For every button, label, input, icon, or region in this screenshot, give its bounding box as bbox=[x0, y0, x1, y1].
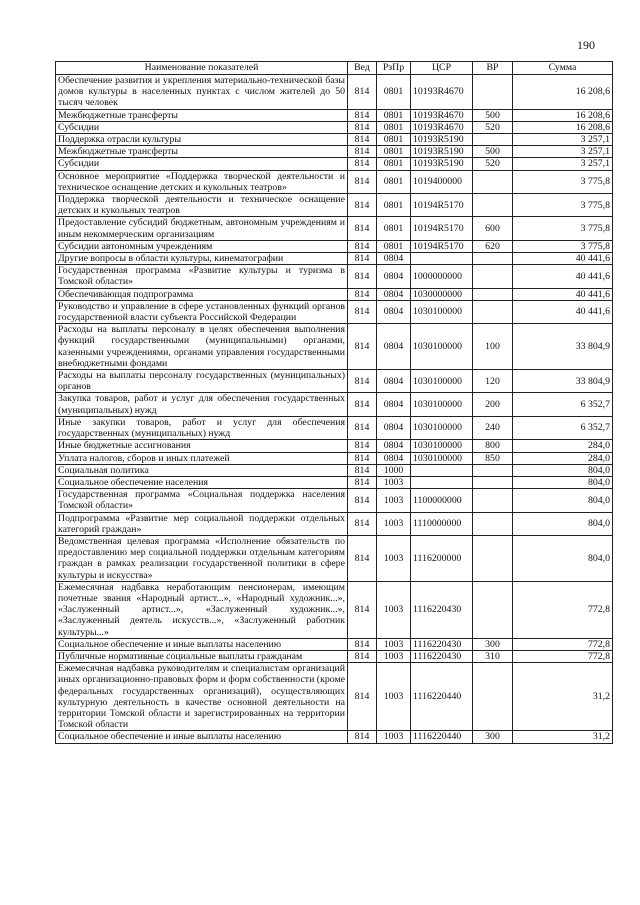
table-row bbox=[56, 240, 613, 252]
cell-csr: 1030100000 bbox=[411, 300, 473, 323]
table-row bbox=[56, 146, 613, 158]
table-row bbox=[56, 476, 613, 488]
cell-csr bbox=[411, 253, 473, 265]
cell-name: Субсидии bbox=[56, 158, 348, 170]
cell-sum: 40 441,6 bbox=[513, 300, 613, 323]
cell-vr bbox=[473, 288, 513, 300]
cell-sum: 3 257,1 bbox=[513, 158, 613, 170]
cell-vr: 500 bbox=[473, 146, 513, 158]
page-number: 190 bbox=[577, 38, 595, 52]
cell-rzpr: 0804 bbox=[377, 288, 411, 300]
cell-rzpr: 1003 bbox=[377, 650, 411, 662]
cell-rzpr: 0804 bbox=[377, 393, 411, 416]
table-row bbox=[56, 393, 613, 416]
cell-vr bbox=[473, 535, 513, 581]
table-row bbox=[56, 638, 613, 650]
cell-vr: 300 bbox=[473, 731, 513, 743]
cell-vr bbox=[473, 512, 513, 535]
cell-ved: 814 bbox=[348, 121, 377, 133]
cell-ved: 814 bbox=[348, 265, 377, 288]
cell-vr bbox=[473, 75, 513, 110]
header-vr: ВР bbox=[473, 62, 513, 75]
cell-sum: 804,0 bbox=[513, 535, 613, 581]
cell-sum: 16 208,6 bbox=[513, 75, 613, 110]
cell-csr: 1116220430 bbox=[411, 581, 473, 638]
cell-csr: 1030100000 bbox=[411, 324, 473, 370]
cell-sum: 284,0 bbox=[513, 452, 613, 464]
cell-sum: 3 257,1 bbox=[513, 134, 613, 146]
cell-name: Ведомственная целевая программа «Исполнение обязательств по предоставлению мер социальной поддержки отдельным категориям граждан в рамках реализации государственной политики в сфере культуры и искусства» bbox=[56, 535, 348, 581]
cell-ved: 814 bbox=[348, 393, 377, 416]
cell-rzpr: 0801 bbox=[377, 75, 411, 110]
cell-sum: 16 208,6 bbox=[513, 121, 613, 133]
cell-vr bbox=[473, 489, 513, 512]
table-row bbox=[56, 535, 613, 581]
cell-vr bbox=[473, 265, 513, 288]
table-row bbox=[56, 288, 613, 300]
cell-vr: 850 bbox=[473, 452, 513, 464]
cell-ved: 814 bbox=[348, 650, 377, 662]
table-row bbox=[56, 581, 613, 638]
cell-ved: 814 bbox=[348, 240, 377, 252]
cell-name: Государственная программа «Развитие культуры и туризма в Томской области» bbox=[56, 265, 348, 288]
cell-ved: 814 bbox=[348, 638, 377, 650]
cell-sum: 33 804,9 bbox=[513, 324, 613, 370]
cell-vr: 120 bbox=[473, 370, 513, 393]
cell-rzpr: 1003 bbox=[377, 731, 411, 743]
cell-vr: 520 bbox=[473, 121, 513, 133]
cell-sum: 3 775,8 bbox=[513, 170, 613, 193]
cell-rzpr: 1003 bbox=[377, 638, 411, 650]
cell-csr bbox=[411, 464, 473, 476]
cell-csr: 1030000000 bbox=[411, 288, 473, 300]
cell-ved: 814 bbox=[348, 452, 377, 464]
table-row bbox=[56, 158, 613, 170]
table-row bbox=[56, 464, 613, 476]
cell-ved: 814 bbox=[348, 75, 377, 110]
cell-csr: 10194R5170 bbox=[411, 217, 473, 240]
cell-name: Предоставление субсидий бюджетным, автономным учреждениям и иным некоммерческим организациям bbox=[56, 217, 348, 240]
cell-csr: 10193R5190 bbox=[411, 146, 473, 158]
cell-csr: 10193R4670 bbox=[411, 121, 473, 133]
cell-rzpr: 0801 bbox=[377, 134, 411, 146]
cell-rzpr: 0804 bbox=[377, 440, 411, 452]
cell-ved: 814 bbox=[348, 300, 377, 323]
table-row bbox=[56, 109, 613, 121]
table-header bbox=[56, 62, 613, 75]
cell-csr: 1030100000 bbox=[411, 393, 473, 416]
cell-rzpr: 1003 bbox=[377, 476, 411, 488]
cell-csr: 1100000000 bbox=[411, 489, 473, 512]
cell-sum: 40 441,6 bbox=[513, 288, 613, 300]
cell-rzpr: 0801 bbox=[377, 146, 411, 158]
cell-name: Подпрограмма «Развитие мер социальной поддержки отдельных категорий граждан» bbox=[56, 512, 348, 535]
cell-csr: 1110000000 bbox=[411, 512, 473, 535]
cell-sum: 6 352,7 bbox=[513, 416, 613, 439]
cell-rzpr: 0801 bbox=[377, 121, 411, 133]
cell-csr: 1030100000 bbox=[411, 370, 473, 393]
cell-name: Межбюджетные трансферты bbox=[56, 109, 348, 121]
cell-rzpr: 0801 bbox=[377, 109, 411, 121]
table-row bbox=[56, 300, 613, 323]
cell-ved: 814 bbox=[348, 489, 377, 512]
cell-sum: 804,0 bbox=[513, 489, 613, 512]
cell-ved: 814 bbox=[348, 288, 377, 300]
cell-vr: 300 bbox=[473, 638, 513, 650]
cell-sum: 3 257,1 bbox=[513, 146, 613, 158]
table-row bbox=[56, 217, 613, 240]
cell-sum: 3 775,8 bbox=[513, 194, 613, 217]
cell-name: Ежемесячная надбавка неработающим пенсионерам, имеющим почетные звания «Народный артист...», «Народный художник...», «Заслуженный артист...», «Заслуженный художник...», «Заслуженный деятель искусств...», «Заслуженный работник культуры...» bbox=[56, 581, 348, 638]
table-row bbox=[56, 452, 613, 464]
table-row bbox=[56, 663, 613, 731]
cell-name: Расходы на выплаты персоналу в целях обеспечения выполнения функций государственными (муниципальными) органами, казенными учреждениями, органами управления государственными внебюджетными фондами bbox=[56, 324, 348, 370]
cell-name: Уплата налогов, сборов и иных платежей bbox=[56, 452, 348, 464]
cell-name: Межбюджетные трансферты bbox=[56, 146, 348, 158]
cell-rzpr: 0801 bbox=[377, 217, 411, 240]
table-row bbox=[56, 170, 613, 193]
cell-ved: 814 bbox=[348, 476, 377, 488]
cell-ved: 814 bbox=[348, 512, 377, 535]
cell-ved: 814 bbox=[348, 370, 377, 393]
cell-ved: 814 bbox=[348, 158, 377, 170]
cell-name: Расходы на выплаты персоналу государственных (муниципальных) органов bbox=[56, 370, 348, 393]
cell-name: Обеспечение развития и укрепления материально-технической базы домов культуры в населенных пунктах с числом жителей до 50 тысяч человек bbox=[56, 75, 348, 110]
cell-sum: 804,0 bbox=[513, 476, 613, 488]
cell-sum: 772,8 bbox=[513, 581, 613, 638]
cell-sum: 772,8 bbox=[513, 638, 613, 650]
cell-rzpr: 1003 bbox=[377, 535, 411, 581]
cell-name: Обеспечивающая подпрограмма bbox=[56, 288, 348, 300]
cell-vr bbox=[473, 253, 513, 265]
cell-vr: 800 bbox=[473, 440, 513, 452]
cell-rzpr: 0804 bbox=[377, 300, 411, 323]
table-row bbox=[56, 324, 613, 370]
cell-ved: 814 bbox=[348, 535, 377, 581]
cell-sum: 31,2 bbox=[513, 731, 613, 743]
cell-sum: 31,2 bbox=[513, 663, 613, 731]
cell-name: Ежемесячная надбавка руководителям и специалистам организаций иных организационно-правовых форм и форм собственности (кроме федеральных государственных организаций), осуществляющих культурную деятельность в качестве основной деятельности на территории Томской области и зарегистрированных на территории Томской области bbox=[56, 663, 348, 731]
cell-name: Социальная политика bbox=[56, 464, 348, 476]
cell-sum: 33 804,9 bbox=[513, 370, 613, 393]
cell-vr bbox=[473, 476, 513, 488]
cell-name: Публичные нормативные социальные выплаты гражданам bbox=[56, 650, 348, 662]
cell-name: Социальное обеспечение населения bbox=[56, 476, 348, 488]
cell-sum: 6 352,7 bbox=[513, 393, 613, 416]
cell-sum: 804,0 bbox=[513, 512, 613, 535]
cell-csr bbox=[411, 476, 473, 488]
cell-rzpr: 1003 bbox=[377, 512, 411, 535]
cell-rzpr: 0804 bbox=[377, 253, 411, 265]
cell-rzpr: 0801 bbox=[377, 170, 411, 193]
table-row bbox=[56, 731, 613, 743]
budget-table bbox=[55, 61, 613, 744]
cell-name: Закупка товаров, работ и услуг для обеспечения государственных (муниципальных) нужд bbox=[56, 393, 348, 416]
header-ved: Вед bbox=[348, 62, 377, 75]
cell-csr: 1030100000 bbox=[411, 452, 473, 464]
cell-ved: 814 bbox=[348, 581, 377, 638]
cell-ved: 814 bbox=[348, 194, 377, 217]
cell-csr: 10193R4670 bbox=[411, 109, 473, 121]
cell-rzpr: 0804 bbox=[377, 370, 411, 393]
cell-ved: 814 bbox=[348, 663, 377, 731]
cell-vr bbox=[473, 663, 513, 731]
cell-vr: 620 bbox=[473, 240, 513, 252]
cell-sum: 40 441,6 bbox=[513, 265, 613, 288]
table-row bbox=[56, 194, 613, 217]
table-row bbox=[56, 416, 613, 439]
cell-vr: 100 bbox=[473, 324, 513, 370]
cell-csr: 1116200000 bbox=[411, 535, 473, 581]
cell-sum: 284,0 bbox=[513, 440, 613, 452]
cell-csr: 10194R5170 bbox=[411, 194, 473, 217]
header-name: Наименование показателей bbox=[56, 62, 348, 75]
cell-vr bbox=[473, 170, 513, 193]
cell-ved: 814 bbox=[348, 731, 377, 743]
cell-ved: 814 bbox=[348, 416, 377, 439]
cell-sum: 3 775,8 bbox=[513, 240, 613, 252]
table-row bbox=[56, 75, 613, 110]
table-row bbox=[56, 489, 613, 512]
cell-csr: 10194R5170 bbox=[411, 240, 473, 252]
cell-ved: 814 bbox=[348, 440, 377, 452]
cell-rzpr: 0801 bbox=[377, 158, 411, 170]
cell-csr: 1030100000 bbox=[411, 440, 473, 452]
cell-name: Социальное обеспечение и иные выплаты населению bbox=[56, 731, 348, 743]
cell-name: Руководство и управление в сфере установленных функций органов государственной власти субъекта Российской Федерации bbox=[56, 300, 348, 323]
cell-ved: 814 bbox=[348, 146, 377, 158]
cell-rzpr: 1000 bbox=[377, 464, 411, 476]
cell-rzpr: 1003 bbox=[377, 489, 411, 512]
table-body bbox=[56, 75, 613, 744]
table-row bbox=[56, 370, 613, 393]
header-csr: ЦСР bbox=[411, 62, 473, 75]
cell-rzpr: 0804 bbox=[377, 324, 411, 370]
cell-vr bbox=[473, 464, 513, 476]
cell-vr: 520 bbox=[473, 158, 513, 170]
cell-name: Субсидии автономным учреждениям bbox=[56, 240, 348, 252]
cell-ved: 814 bbox=[348, 464, 377, 476]
cell-ved: 814 bbox=[348, 134, 377, 146]
cell-csr: 10193R5190 bbox=[411, 134, 473, 146]
cell-csr: 1116220430 bbox=[411, 638, 473, 650]
cell-name: Иные закупки товаров, работ и услуг для обеспечения государственных (муниципальных) нужд bbox=[56, 416, 348, 439]
cell-vr: 500 bbox=[473, 109, 513, 121]
cell-name: Субсидии bbox=[56, 121, 348, 133]
cell-vr bbox=[473, 581, 513, 638]
cell-ved: 814 bbox=[348, 170, 377, 193]
table-row bbox=[56, 512, 613, 535]
cell-name: Другие вопросы в области культуры, кинематографии bbox=[56, 253, 348, 265]
cell-sum: 804,0 bbox=[513, 464, 613, 476]
cell-name: Основное мероприятие «Поддержка творческой деятельности и техническое оснащение детских и кукольных театров» bbox=[56, 170, 348, 193]
cell-vr bbox=[473, 300, 513, 323]
cell-ved: 814 bbox=[348, 217, 377, 240]
cell-vr: 600 bbox=[473, 217, 513, 240]
cell-name: Поддержка творческой деятельности и техническое оснащение детских и кукольных театров bbox=[56, 194, 348, 217]
cell-rzpr: 0804 bbox=[377, 416, 411, 439]
cell-ved: 814 bbox=[348, 109, 377, 121]
cell-sum: 40 441,6 bbox=[513, 253, 613, 265]
cell-rzpr: 1003 bbox=[377, 663, 411, 731]
cell-sum: 16 208,6 bbox=[513, 109, 613, 121]
table-row bbox=[56, 265, 613, 288]
cell-sum: 3 775,8 bbox=[513, 217, 613, 240]
cell-rzpr: 0801 bbox=[377, 240, 411, 252]
cell-name: Иные бюджетные ассигнования bbox=[56, 440, 348, 452]
cell-vr bbox=[473, 194, 513, 217]
cell-csr: 1030100000 bbox=[411, 416, 473, 439]
cell-rzpr: 0804 bbox=[377, 265, 411, 288]
table-row bbox=[56, 253, 613, 265]
cell-ved: 814 bbox=[348, 253, 377, 265]
cell-rzpr: 0804 bbox=[377, 452, 411, 464]
cell-csr: 1019400000 bbox=[411, 170, 473, 193]
cell-csr: 1000000000 bbox=[411, 265, 473, 288]
cell-vr bbox=[473, 134, 513, 146]
table-row bbox=[56, 440, 613, 452]
cell-rzpr: 0801 bbox=[377, 194, 411, 217]
cell-vr: 240 bbox=[473, 416, 513, 439]
cell-csr: 1116220440 bbox=[411, 731, 473, 743]
table-row bbox=[56, 650, 613, 662]
cell-csr: 10193R5190 bbox=[411, 158, 473, 170]
cell-ved: 814 bbox=[348, 324, 377, 370]
cell-sum: 772,8 bbox=[513, 650, 613, 662]
cell-name: Государственная программа «Социальная поддержка населения Томской области» bbox=[56, 489, 348, 512]
cell-vr: 310 bbox=[473, 650, 513, 662]
cell-rzpr: 1003 bbox=[377, 581, 411, 638]
cell-vr: 200 bbox=[473, 393, 513, 416]
table-row bbox=[56, 121, 613, 133]
cell-csr: 1116220440 bbox=[411, 663, 473, 731]
cell-csr: 1116220430 bbox=[411, 650, 473, 662]
header-sum: Сумма bbox=[513, 62, 613, 75]
cell-name: Поддержка отрасли культуры bbox=[56, 134, 348, 146]
header-rzpr: РзПр bbox=[377, 62, 411, 75]
cell-csr: 10193R4670 bbox=[411, 75, 473, 110]
table-row bbox=[56, 134, 613, 146]
cell-name: Социальное обеспечение и иные выплаты населению bbox=[56, 638, 348, 650]
